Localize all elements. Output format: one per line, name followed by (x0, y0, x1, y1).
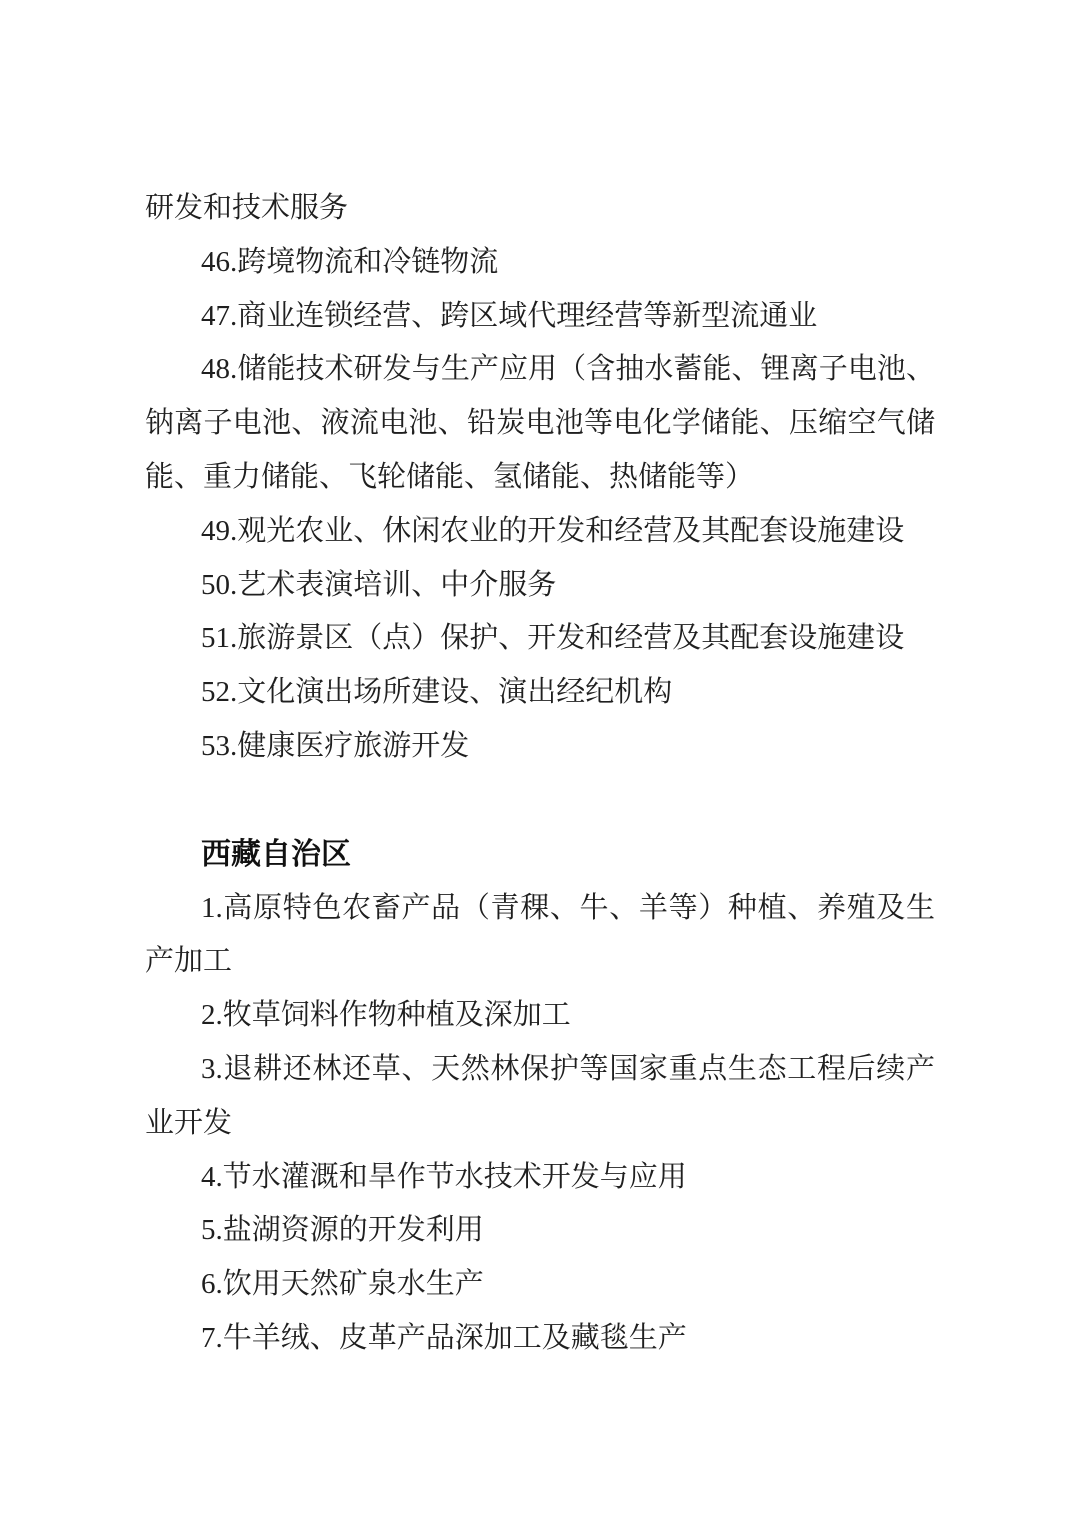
list-item: 48.储能技术研发与生产应用（含抽水蓄能、锂离子电池、钠离子电池、液流电池、铅炭电池等电化学储能、压缩空气储能、重力储能、飞轮储能、氢储能、热储能等） (145, 353, 935, 493)
list-item: 46.跨境物流和冷链物流 (201, 245, 499, 278)
list-item: 52.文化演出场所建设、演出经纪机构 (201, 676, 673, 709)
previous-section-list (145, 236, 935, 774)
document-content (145, 182, 935, 1366)
list-item: 51.旅游景区（点）保护、开发和经营及其配套设施建设 (201, 622, 905, 655)
section-heading-tibet: 西藏自治区 (201, 837, 351, 871)
list-item: 6.饮用天然矿泉水生产 (201, 1268, 484, 1301)
list-item: 1.高原特色农畜产品（青稞、牛、羊等）种植、养殖及生产加工 (145, 891, 935, 978)
list-item: 50.艺术表演培训、中介服务 (201, 568, 557, 601)
list-item: 3.退耕还林还草、天然林保护等国家重点生态工程后续产业开发 (145, 1052, 935, 1139)
list-item: 7.牛羊绒、皮革产品深加工及藏毯生产 (201, 1321, 687, 1354)
list-item: 5.盐湖资源的开发利用 (201, 1214, 484, 1247)
tibet-section-list (145, 882, 935, 1366)
continuation-paragraph: 研发和技术服务 (145, 192, 349, 224)
list-item: 47.商业连锁经营、跨区域代理经营等新型流通业 (201, 299, 818, 332)
list-item: 4.节水灌溉和旱作节水技术开发与应用 (201, 1160, 687, 1193)
list-item: 2.牧草饲料作物种植及深加工 (201, 999, 571, 1032)
list-item: 53.健康医疗旅游开发 (201, 729, 470, 762)
list-item: 49.观光农业、休闲农业的开发和经营及其配套设施建设 (201, 514, 905, 547)
